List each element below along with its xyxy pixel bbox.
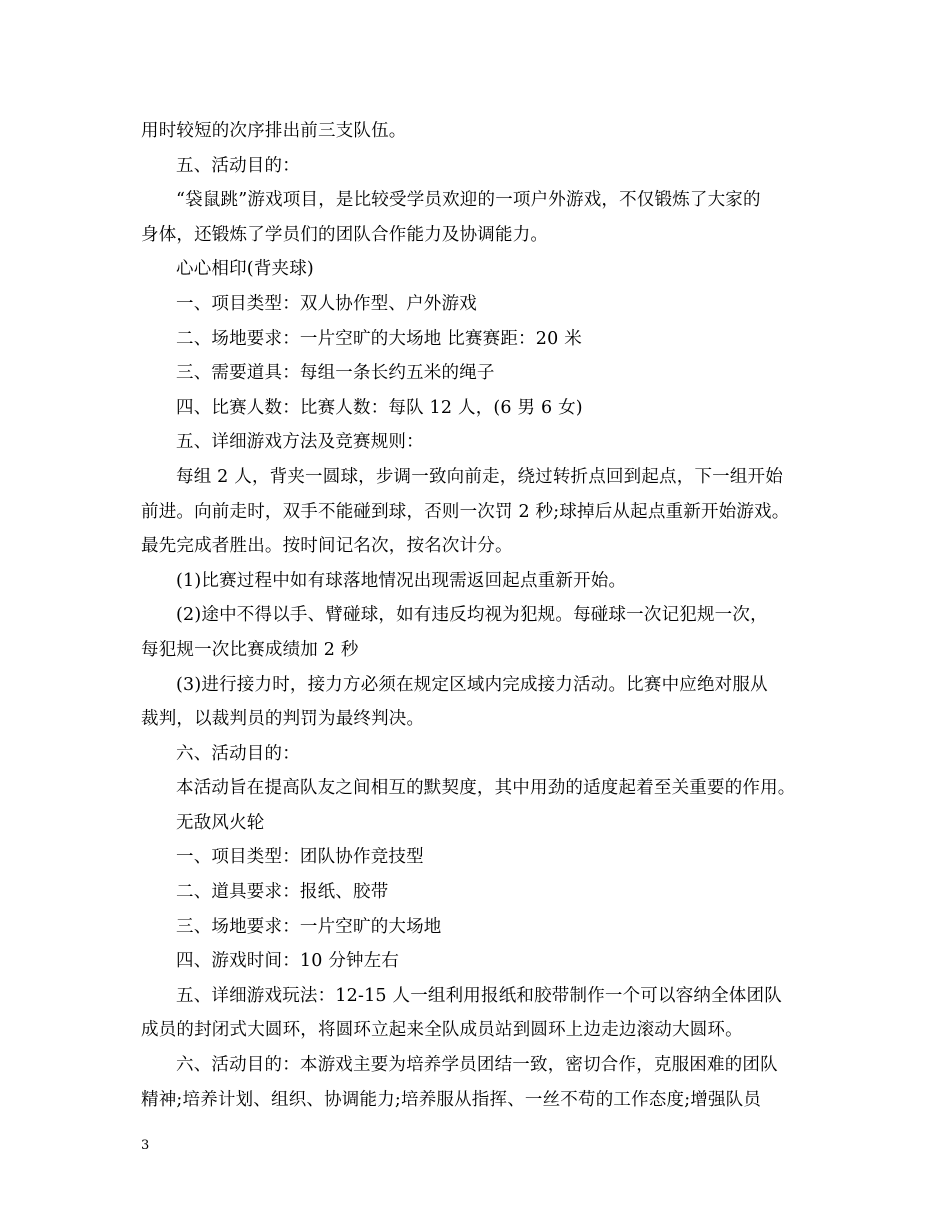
text-line: 一、项目类型：双人协作型、户外游戏 (176, 293, 477, 314)
text-line: 四、比赛人数：比赛人数：每队 12 人，(6 男 6 女) (176, 397, 583, 418)
text-line: 心心相印(背夹球) (176, 259, 314, 280)
text-line: 三、需要道具：每组一条长约五米的绳子 (176, 363, 495, 384)
text-line: 精神;培养计划、组织、协调能力;培养服从指挥、一丝不苟的工作态度;增强队员 (141, 1089, 762, 1110)
text-line: (1)比赛过程中如有球落地情况出现需返回起点重新开始。 (176, 570, 627, 591)
text-line: 四、游戏时间：10 分钟左右 (176, 951, 400, 972)
text-line: 本活动旨在提高队友之间相互的默契度，其中用劲的适度起着至关重要的作用。 (176, 778, 796, 799)
text-line: 前进。向前走时，双手不能碰到球，否则一次罚 2 秒;球掉后从起点重新开始游戏。 (141, 501, 790, 522)
text-line: 三、场地要求：一片空旷的大场地 (176, 916, 442, 937)
text-line: 六、活动目的： (176, 743, 300, 764)
text-line: 六、活动目的：本游戏主要为培养学员团结一致，密切合作，克服困难的团队 (176, 1055, 778, 1076)
text-line: 五、详细游戏玩法：12-15 人一组利用报纸和胶带制作一个可以容纳全体团队 (176, 985, 782, 1006)
text-line: 二、道具要求：报纸、胶带 (176, 882, 389, 903)
page-number: 3 (141, 1138, 150, 1153)
text-line: (2)途中不得以手、臂碰球，如有违反均视为犯规。每碰球一次记犯规一次， (176, 605, 768, 626)
text-line: 一、项目类型：团队协作竞技型 (176, 847, 424, 868)
text-line: 五、活动目的： (176, 155, 300, 176)
text-line: 每犯规一次比赛成绩加 2 秒 (141, 639, 359, 660)
text-line: 无敌风火轮 (176, 812, 265, 833)
text-line: 最先完成者胜出。按时间记名次，按名次计分。 (141, 536, 513, 557)
text-line: 五、详细游戏方法及竞赛规则： (176, 432, 424, 453)
document-body (141, 114, 821, 1117)
text-line: 用时较短的次序排出前三支队伍。 (141, 121, 407, 141)
text-line: 每组 2 人，背夹一圆球，步调一致向前走，绕过转折点回到起点，下一组开始 (176, 466, 783, 487)
text-line: “袋鼠跳”游戏项目，是比较受学员欢迎的一项户外游戏，不仅锻炼了大家的 (176, 190, 761, 211)
text-line: 裁判，以裁判员的判罚为最终判决。 (141, 709, 425, 730)
text-line: 身体，还锻炼了学员们的团队合作能力及协调能力。 (141, 224, 549, 245)
text-line: (3)进行接力时，接力方必须在规定区域内完成接力活动。比赛中应绝对服从 (176, 674, 768, 695)
text-line: 成员的封闭式大圆环，将圆环立起来全队成员站到圆环上边走边滚动大圆环。 (141, 1020, 743, 1041)
text-line: 二、场地要求：一片空旷的大场地 比赛赛距：20 米 (176, 328, 582, 349)
